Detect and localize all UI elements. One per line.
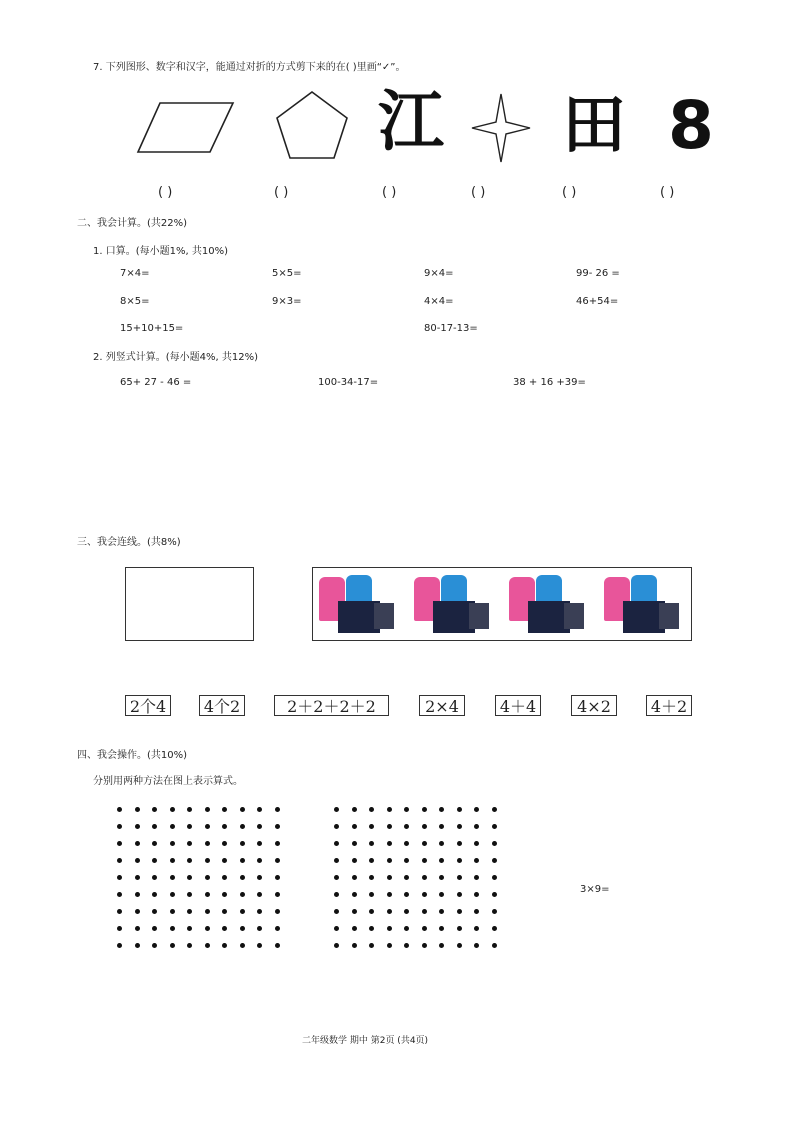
grid-dot <box>257 841 262 846</box>
vertical-item: 65+ 27 - 46 = <box>120 377 192 388</box>
vertical-item: 100-34-17= <box>318 377 379 388</box>
vertical-calc-heading: 2. 列竖式计算。(每小题4%, 共12%) <box>93 352 258 363</box>
grid-dot <box>275 858 280 863</box>
parallelogram-shape <box>135 100 235 156</box>
expression-box[interactable]: 2×4 <box>419 695 465 716</box>
grid-dot <box>439 858 444 863</box>
grid-dot <box>439 824 444 829</box>
grid-dot <box>404 875 409 880</box>
grid-dot <box>257 909 262 914</box>
expression-box[interactable]: 2个4 <box>125 695 171 716</box>
grid-dot <box>404 909 409 914</box>
grid-dot <box>492 841 497 846</box>
grid-dot <box>404 824 409 829</box>
grid-dot <box>334 943 339 948</box>
answer-paren-4[interactable]: ( ) <box>471 185 486 200</box>
grid-dot <box>170 858 175 863</box>
pentagon-shape <box>272 88 352 162</box>
oral-item: 15+10+15= <box>120 323 184 334</box>
grid-dot <box>222 909 227 914</box>
grid-dot <box>240 943 245 948</box>
grid-dot <box>474 858 479 863</box>
grid-dot <box>135 841 140 846</box>
grid-dot <box>257 858 262 863</box>
grid-dot <box>152 824 157 829</box>
page-footer: 二年级数学 期中 第2页 (共4页) <box>302 1036 429 1046</box>
grid-dot <box>334 892 339 897</box>
grid-dot <box>492 892 497 897</box>
grid-dot <box>152 892 157 897</box>
grid-dot <box>457 858 462 863</box>
section-2-title: 二、我会计算。(共22%) <box>77 218 188 229</box>
grid-dot <box>474 824 479 829</box>
grid-dot <box>205 824 210 829</box>
grid-dot <box>170 875 175 880</box>
grid-dot <box>457 909 462 914</box>
grid-dot <box>334 909 339 914</box>
grid-dot <box>222 943 227 948</box>
dot-grid-left[interactable] <box>117 807 280 948</box>
multiplication-expression: 3×9= <box>580 884 610 895</box>
grid-dot <box>170 943 175 948</box>
grid-dot <box>187 875 192 880</box>
grid-dot <box>404 892 409 897</box>
grid-dot <box>492 926 497 931</box>
grid-dot <box>170 892 175 897</box>
grid-dot <box>404 807 409 812</box>
grid-dot <box>205 858 210 863</box>
grid-dot <box>352 841 357 846</box>
grid-dot <box>404 943 409 948</box>
grid-dot <box>404 858 409 863</box>
grid-dot <box>387 943 392 948</box>
grid-dot <box>275 943 280 948</box>
grid-dot <box>352 858 357 863</box>
grid-dot <box>152 943 157 948</box>
grid-dot <box>369 807 374 812</box>
grid-dot <box>152 807 157 812</box>
grid-dot <box>369 841 374 846</box>
toy-pair-image <box>411 571 497 635</box>
grid-dot <box>187 892 192 897</box>
grid-dot <box>457 943 462 948</box>
grid-dot <box>474 807 479 812</box>
grid-dot <box>369 909 374 914</box>
grid-dot <box>457 892 462 897</box>
expression-box[interactable]: 4个2 <box>199 695 245 716</box>
grid-dot <box>187 909 192 914</box>
four-point-star-shape <box>470 92 532 164</box>
grid-dot <box>422 824 427 829</box>
grid-dot <box>439 841 444 846</box>
grid-dot <box>422 875 427 880</box>
oral-item: 9×3= <box>272 296 302 307</box>
grid-dot <box>222 875 227 880</box>
grid-dot <box>117 926 122 931</box>
grid-dot <box>352 875 357 880</box>
grid-dot <box>352 926 357 931</box>
grid-dot <box>170 824 175 829</box>
grid-dot <box>275 875 280 880</box>
grid-dot <box>135 807 140 812</box>
toy-pair-image <box>316 571 402 635</box>
expression-box[interactable]: 2＋2＋2＋2 <box>274 695 389 716</box>
grid-dot <box>205 909 210 914</box>
grid-dot <box>117 875 122 880</box>
grid-dot <box>275 892 280 897</box>
grid-dot <box>222 926 227 931</box>
grid-dot <box>117 807 122 812</box>
grid-dot <box>117 892 122 897</box>
grid-dot <box>387 926 392 931</box>
grid-dot <box>257 926 262 931</box>
grid-dot <box>404 926 409 931</box>
expression-box[interactable]: 4＋2 <box>646 695 692 716</box>
section-4-title: 四、我会操作。(共10%) <box>77 750 188 761</box>
grid-dot <box>474 926 479 931</box>
grid-dot <box>135 875 140 880</box>
grid-dot <box>222 858 227 863</box>
grid-dot <box>117 943 122 948</box>
expression-box[interactable]: 4＋4 <box>495 695 541 716</box>
grid-dot <box>422 858 427 863</box>
grid-dot <box>135 824 140 829</box>
grid-dot <box>117 909 122 914</box>
grid-dot <box>369 892 374 897</box>
answer-paren-5[interactable]: ( ) <box>562 185 577 200</box>
grid-dot <box>439 926 444 931</box>
grid-dot <box>240 926 245 931</box>
grid-dot <box>240 909 245 914</box>
grid-dot <box>387 892 392 897</box>
answer-paren-2[interactable]: ( ) <box>274 185 289 200</box>
grid-dot <box>240 875 245 880</box>
grid-dot <box>492 875 497 880</box>
oral-item: 80-17-13= <box>424 323 478 334</box>
grid-dot <box>352 892 357 897</box>
character-tian: 田 <box>562 89 626 163</box>
grid-dot <box>439 892 444 897</box>
grid-dot <box>222 892 227 897</box>
grid-dot <box>352 807 357 812</box>
oral-calc-heading: 1. 口算。(每小题1%, 共10%) <box>93 246 228 257</box>
grid-dot <box>422 892 427 897</box>
oral-item: 46+54= <box>576 296 619 307</box>
oral-item: 99- 26 = <box>576 268 620 279</box>
grid-dot <box>257 807 262 812</box>
grid-dot <box>474 943 479 948</box>
grid-dot <box>492 858 497 863</box>
grid-dot <box>492 909 497 914</box>
grid-dot <box>187 858 192 863</box>
grid-dot <box>152 841 157 846</box>
grid-dot <box>439 875 444 880</box>
grid-dot <box>387 909 392 914</box>
grid-dot <box>369 824 374 829</box>
grid-dot <box>387 858 392 863</box>
grid-dot <box>334 858 339 863</box>
toy-picture-box[interactable] <box>312 567 692 641</box>
operation-instruction: 分别用两种方法在图上表示算式。 <box>93 776 243 787</box>
grid-dot <box>334 926 339 931</box>
grid-dot <box>352 909 357 914</box>
grid-dot <box>205 875 210 880</box>
grid-dot <box>205 892 210 897</box>
grid-dot <box>152 875 157 880</box>
grid-dot <box>222 824 227 829</box>
grid-dot <box>117 824 122 829</box>
grid-dot <box>257 824 262 829</box>
grid-dot <box>135 858 140 863</box>
grid-dot <box>352 824 357 829</box>
question-7-text: 7. 下列图形、数字和汉字，能通过对折的方式剪下来的在( )里画“✓”。 <box>93 62 406 73</box>
grid-dot <box>457 875 462 880</box>
grid-dot <box>187 807 192 812</box>
grid-dot <box>422 909 427 914</box>
oral-item: 9×4= <box>424 268 454 279</box>
grid-dot <box>240 824 245 829</box>
grid-dot <box>474 892 479 897</box>
grid-dot <box>152 926 157 931</box>
grid-dot <box>439 807 444 812</box>
vertical-item: 38 + 16 +39= <box>513 377 586 388</box>
digit-eight: 8 <box>668 87 714 164</box>
answer-paren-3[interactable]: ( ) <box>382 185 397 200</box>
grid-dot <box>439 943 444 948</box>
grid-dot <box>187 926 192 931</box>
grid-dot <box>474 841 479 846</box>
grid-dot <box>187 824 192 829</box>
grid-dot <box>135 909 140 914</box>
oral-item: 7×4= <box>120 268 150 279</box>
grid-dot <box>492 807 497 812</box>
grid-dot <box>135 926 140 931</box>
grid-dot <box>334 841 339 846</box>
grid-dot <box>170 841 175 846</box>
grid-dot <box>457 824 462 829</box>
toy-pair-image <box>506 571 592 635</box>
grid-dot <box>474 875 479 880</box>
grid-dot <box>352 943 357 948</box>
grid-dot <box>404 841 409 846</box>
grid-dot <box>334 807 339 812</box>
grid-dot <box>257 875 262 880</box>
grid-dot <box>170 926 175 931</box>
grid-dot <box>170 909 175 914</box>
grid-dot <box>205 841 210 846</box>
grid-dot <box>492 943 497 948</box>
grid-dot <box>387 875 392 880</box>
grid-dot <box>387 807 392 812</box>
grid-dot <box>222 807 227 812</box>
grid-dot <box>387 824 392 829</box>
section-3-title: 三、我会连线。(共8%) <box>77 537 181 548</box>
grid-dot <box>152 909 157 914</box>
grid-dot <box>117 858 122 863</box>
grid-dot <box>187 841 192 846</box>
grid-dot <box>275 926 280 931</box>
grid-dot <box>117 841 122 846</box>
grid-dot <box>222 841 227 846</box>
grid-dot <box>334 875 339 880</box>
grid-dot <box>187 943 192 948</box>
grid-dot <box>474 909 479 914</box>
empty-picture-box[interactable] <box>125 567 254 641</box>
grid-dot <box>387 841 392 846</box>
grid-dot <box>152 858 157 863</box>
oral-item: 4×4= <box>424 296 454 307</box>
grid-dot <box>457 926 462 931</box>
grid-dot <box>457 807 462 812</box>
grid-dot <box>275 841 280 846</box>
dot-grid-right[interactable] <box>334 807 497 948</box>
toy-pair-image <box>601 571 687 635</box>
grid-dot <box>439 909 444 914</box>
grid-dot <box>275 824 280 829</box>
grid-dot <box>422 943 427 948</box>
grid-dot <box>369 926 374 931</box>
grid-dot <box>205 943 210 948</box>
grid-dot <box>334 824 339 829</box>
grid-dot <box>492 824 497 829</box>
grid-dot <box>369 875 374 880</box>
grid-dot <box>275 909 280 914</box>
grid-dot <box>422 926 427 931</box>
grid-dot <box>240 892 245 897</box>
grid-dot <box>422 841 427 846</box>
grid-dot <box>422 807 427 812</box>
oral-item: 8×5= <box>120 296 150 307</box>
grid-dot <box>170 807 175 812</box>
grid-dot <box>257 892 262 897</box>
grid-dot <box>205 926 210 931</box>
grid-dot <box>240 858 245 863</box>
grid-dot <box>257 943 262 948</box>
answer-paren-6[interactable]: ( ) <box>660 185 675 200</box>
grid-dot <box>275 807 280 812</box>
character-jiang: 江 <box>378 83 444 160</box>
grid-dot <box>240 807 245 812</box>
grid-dot <box>135 943 140 948</box>
grid-dot <box>205 807 210 812</box>
grid-dot <box>240 841 245 846</box>
oral-item: 5×5= <box>272 268 302 279</box>
grid-dot <box>369 858 374 863</box>
answer-paren-1[interactable]: ( ) <box>158 185 173 200</box>
expression-box[interactable]: 4×2 <box>571 695 617 716</box>
grid-dot <box>135 892 140 897</box>
grid-dot <box>369 943 374 948</box>
grid-dot <box>457 841 462 846</box>
